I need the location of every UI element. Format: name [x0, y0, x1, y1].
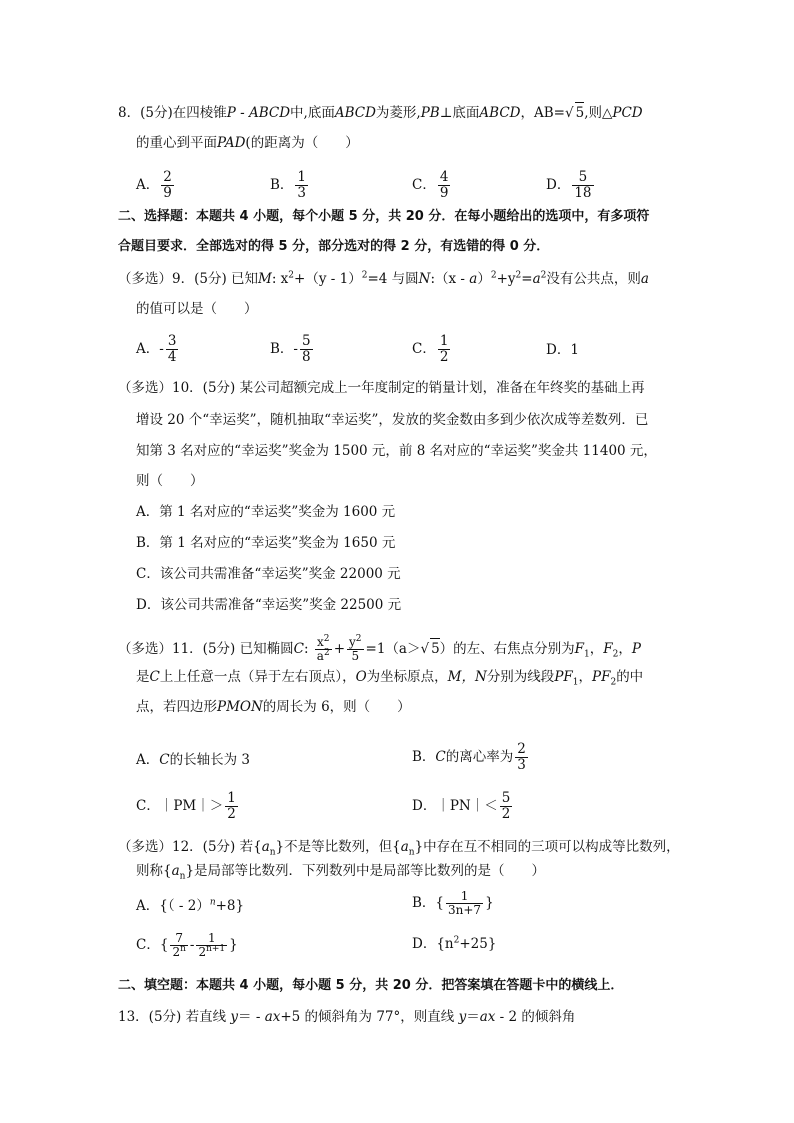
- q13-line1: 13．(5分) 若直线 y＝ - ax+5 的倾斜角为 77°，则直线 y＝ax - 2 的倾斜角: [118, 1009, 576, 1025]
- q8-text2: 为菱形,: [375, 105, 421, 121]
- q10-option-c[interactable]: C．该公司共需准备“幸运奖”奖金 22000 元: [136, 566, 401, 582]
- q9-options: [136, 326, 696, 365]
- q12-option-b[interactable]: B．{ $\frac{1}{3n+7}$ }: [412, 889, 494, 917]
- q10-line4: 则（ ）: [136, 473, 204, 489]
- q9-head: （多选）9．(5分) 已知: [118, 271, 259, 287]
- q11-head: （多选）11．(5分) 已知椭圆: [118, 641, 294, 657]
- q8-option-b[interactable]: B． $\frac{1}{3}$: [270, 169, 307, 201]
- q11-frac-x: $\frac{x^2}{a^2}$: [316, 634, 330, 663]
- q9-option-d[interactable]: D．1: [546, 342, 579, 358]
- q12-option-d[interactable]: D．$\{n^2+25\}$: [412, 935, 497, 952]
- q10-option-a[interactable]: A．第 1 名对应的“幸运奖”奖金为 1600 元: [136, 504, 396, 520]
- q11-frac-y: $\frac{y^2}{5}$: [349, 634, 362, 663]
- q11-option-d[interactable]: D．｜PN｜＜ $\frac{5}{2}$: [412, 790, 511, 822]
- q8-text4: ，AB=: [520, 105, 565, 121]
- q8-line2a: 的重心到平面: [136, 135, 217, 151]
- q8-option-c[interactable]: C． $\frac{4}{9}$: [412, 169, 449, 201]
- q9-option-a[interactable]: A．- $\frac{3}{4}$: [136, 333, 177, 365]
- q12-option-c[interactable]: C．{ $\frac{7}{2^n}$ - $\frac{1}{2^{n+1}}$ }: [136, 931, 238, 959]
- q8-base: ABCD: [334, 105, 376, 121]
- q8-text3: ⊥底面: [439, 105, 480, 121]
- q8-line2: [136, 133, 359, 153]
- q8-text5: ,则△: [584, 105, 613, 121]
- q8-line2b: (的距离为（ ）: [245, 135, 359, 151]
- section2-line2: 合题目要求．全部选对的得 5 分，部分选对的得 2 分，有选错的得 0 分．: [118, 239, 550, 254]
- q9-m: M: [258, 271, 272, 287]
- q8-pcd: PCD: [612, 105, 643, 121]
- q8-sqrt5: 5: [575, 102, 585, 123]
- section2-line1: 二、选择题：本题共 4 小题，每个小题 5 分，共 20 分．在每小题给出的选项中，有多项符: [118, 209, 650, 224]
- q9-line1: （多选）9．(5分) 已知M: $x^2+(y - 1)^2=4$ 与圆N:（x - $a)^2+y^2=a^2$没有公共点，则a: [118, 270, 649, 287]
- q8-option-d[interactable]: D． $\frac{5}{18}$: [546, 169, 592, 201]
- q11-line1: （多选）11．(5分) 已知椭圆C: $\frac{x^2}{a^2}$ + $\frac{y^2}{5}$ =1（a＞√ 5）的左、右焦点分别为$F_1$，$F_2$，P: [118, 634, 641, 663]
- q8-pad: PAD: [217, 135, 246, 151]
- q10-line1: （多选）10．(5分) 某公司超额完成上一年度制定的销量计划，准备在年终奖的基础上再: [118, 380, 645, 396]
- q10-line2: 增设 20 个“幸运奖”，随机抽取“幸运奖”，发放的奖金数由多到少依次成等差数列．已: [136, 412, 649, 428]
- q8-line1: 8．(5分)在四棱锥P - ABCD中,底面ABCD为菱形,PB⊥底面ABCD，AB=√ 5,则△PCD: [118, 102, 643, 123]
- q12-line2: 则称$\{a_n\}$是局部等比数列．下列数列中是局部等比数列的是（ ）: [136, 863, 546, 882]
- q11-line3: 点，若四边形PMON的周长为 6，则（ ）: [136, 699, 411, 715]
- q12-option-a[interactable]: A．{（ - 2）$^n$+8}: [136, 897, 245, 914]
- q9-line2: 的值可以是（ ）: [136, 301, 258, 317]
- q8-options: [136, 162, 696, 201]
- q10-option-d[interactable]: D．该公司共需准备“幸运奖”奖金 22500 元: [136, 597, 402, 613]
- q9-option-b[interactable]: B．- $\frac{5}{8}$: [270, 333, 311, 365]
- q10-line3: 知第 3 名对应的“幸运奖”奖金为 1500 元，前 8 名对应的“幸运奖”奖金共 11400 元，: [136, 443, 657, 459]
- q9-n: N: [418, 271, 431, 287]
- q8-base2: ABCD: [479, 105, 521, 121]
- q11-option-c[interactable]: C．｜PM｜＞ $\frac{1}{2}$: [136, 790, 236, 822]
- q10-option-b[interactable]: B．第 1 名对应的“幸运奖”奖金为 1650 元: [136, 535, 396, 551]
- q8-pyramid: P - ABCD: [226, 105, 291, 121]
- q9-option-c[interactable]: C． $\frac{1}{2}$: [412, 333, 449, 365]
- q11-option-b[interactable]: B．C的离心率为 $\frac{2}{3}$: [412, 741, 526, 773]
- q8-text1: 中,底面: [290, 105, 335, 121]
- q8-head: 8．(5分)在四棱锥: [118, 105, 227, 121]
- q11-option-a[interactable]: A．C的长轴长为 3: [136, 752, 250, 768]
- q8-option-a[interactable]: A． $\frac{2}{9}$: [136, 169, 172, 201]
- q11-line2: 是C上上任意一点（异于左右顶点），O为坐标原点，M，N分别为线段$PF_1$，$PF_2$的中: [136, 669, 644, 688]
- q8-pb: PB: [420, 105, 440, 121]
- q12-line1: （多选）12．(5分) 若$\{a_n\}$不是等比数列，但$\{a_n\}$中存在互不相同的三项可以构成等比数列，: [118, 839, 680, 858]
- section3-line: 二、填空题：本题共 4 小题，每小题 5 分，共 20 分．把答案填在答题卡中的横线上．: [118, 978, 624, 993]
